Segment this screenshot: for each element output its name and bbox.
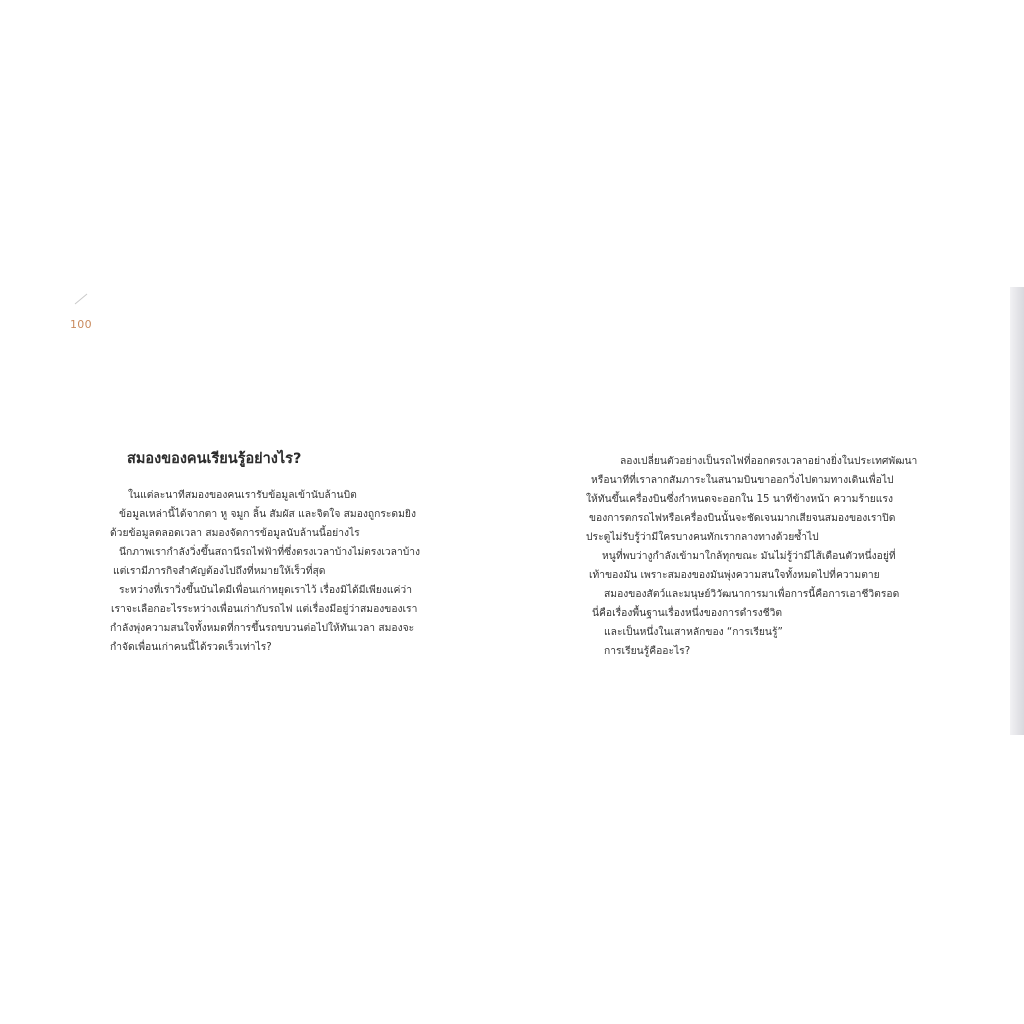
text-line: ให้ทันขึ้นเครื่องบินซึ่งกำหนดจะออกใน 15 นาทีข้างหน้า ความร้ายแรง bbox=[586, 493, 893, 505]
text-line: หนูที่พบว่างูกำลังเข้ามาใกล้ทุกขณะ มันไม่รู้ว่ามีไส้เดือนตัวหนึ่งอยู่ที่ bbox=[602, 550, 896, 562]
text-line: นี่คือเรื่องพื้นฐานเรื่องหนึ่งของการดำรงชีวิต bbox=[592, 607, 783, 619]
text-line: ลองเปลี่ยนตัวอย่างเป็นรถไฟที่ออกตรงเวลาอย่างยิ่งในประเทศพัฒนา bbox=[620, 455, 918, 467]
text-line: สมองของสัตว์และมนุษย์วิวัฒนาการมาเพื่อการนี้คือการเอาชีวิตรอด bbox=[604, 588, 900, 600]
section-heading: สมองของคนเรียนรู้อย่างไร? bbox=[127, 451, 302, 467]
text-line: นึกภาพเรากำลังวิ่งขึ้นสถานีรถไฟฟ้าที่ซึ่งตรงเวลาบ้างไม่ตรงเวลาบ้าง bbox=[119, 546, 421, 558]
text-line: ระหว่างที่เราวิ่งขึ้นบันไดมีเพื่อนเก่าหยุดเราไว้ เรื่องมิได้มีเพียงแค่ว่า bbox=[119, 584, 412, 596]
text-line: เราจะเลือกอะไรระหว่างเพื่อนเก่ากับรถไฟ แต่เรื่องมีอยู่ว่าสมองของเรา bbox=[111, 603, 418, 615]
diagonal-rule-icon bbox=[74, 293, 88, 305]
text-line: หรือนาทีที่เราลากสัมภาระในสนามบินขาออกวิ่งไปตามทางเดินเพื่อไป bbox=[591, 474, 894, 486]
left-text-column bbox=[110, 486, 455, 657]
text-line: ประตูไม่รับรู้ว่ามีใครบางคนทักเรากลางทางด้วยซ้ำไป bbox=[586, 531, 819, 543]
text-line: แต่เรามีภารกิจสำคัญต้องไปถึงที่หมายให้เร็วที่สุด bbox=[113, 565, 326, 577]
text-line: กำจัดเพื่อนเก่าคนนี้ได้รวดเร็วเท่าไร? bbox=[110, 641, 272, 653]
text-line: การเรียนรู้คืออะไร? bbox=[604, 645, 691, 657]
text-line: กำลังพุ่งความสนใจทั้งหมดที่การขึ้นรถขบวนต่อไปให้ทันเวลา สมองจะ bbox=[110, 622, 415, 634]
text-line: ของการตกรถไฟหรือเครื่องบินนั้นจะชัดเจนมากเสียจนสมองของเราปิด bbox=[589, 512, 896, 524]
text-line: ข้อมูลเหล่านี้ได้จากตา หู จมูก ลิ้น สัมผัส และจิตใจ สมองถูกระดมยิง bbox=[119, 508, 416, 520]
page-number: 100 bbox=[70, 318, 92, 331]
text-line: และเป็นหนึ่งในเสาหลักของ “การเรียนรู้” bbox=[604, 626, 783, 638]
page-edge-shadow bbox=[1010, 287, 1024, 735]
text-line: เท้าของมัน เพราะสมองของมันพุ่งความสนใจทั้งหมดไปที่ความตาย bbox=[589, 569, 880, 581]
text-line: ในแต่ละนาทีสมองของคนเรารับข้อมูลเข้านับล้านบิต bbox=[128, 489, 357, 501]
text-line: ด้วยข้อมูลตลอดเวลา สมองจัดการข้อมูลนับล้านนี้อย่างไร bbox=[110, 527, 360, 539]
right-text-column bbox=[586, 452, 918, 661]
